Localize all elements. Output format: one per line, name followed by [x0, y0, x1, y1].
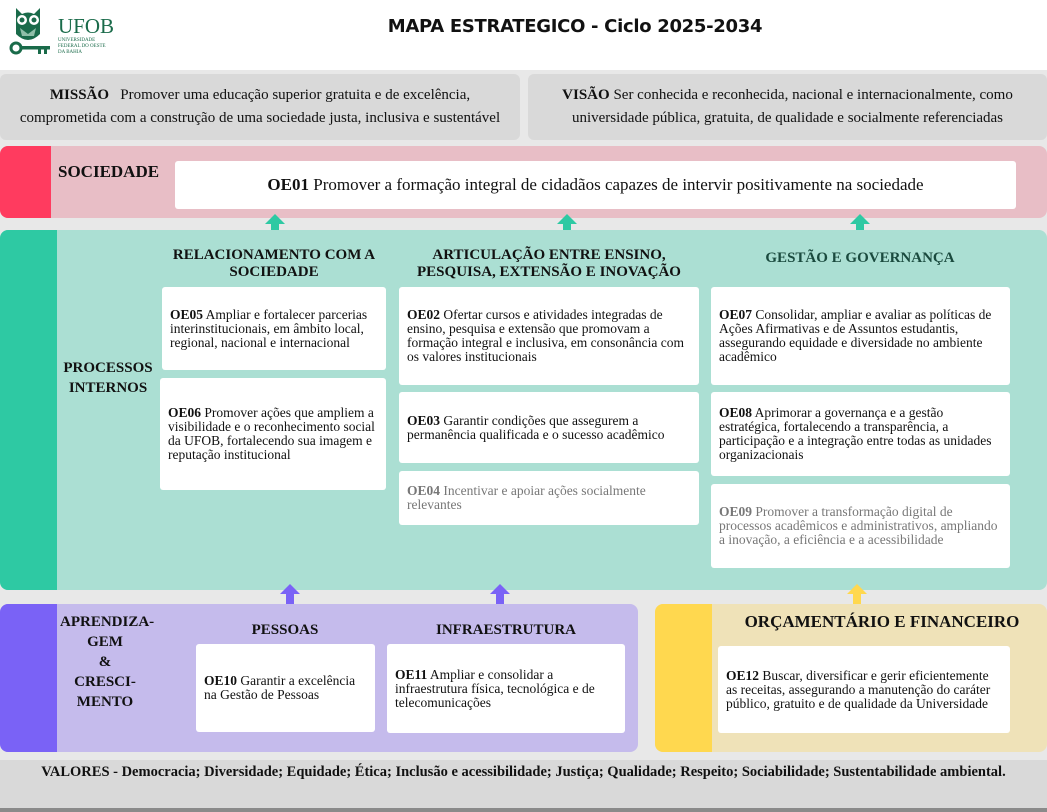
objective-text: Promover ações que ampliem a visibilidade e o reconhecimento social da UFOB, fortalecendo sua imagem e reputação institucional [168, 405, 375, 462]
page-title: MAPA ESTRATEGICO - Ciclo 2025-2034 [387, 16, 763, 37]
mission-content [10, 84, 510, 130]
objective-code: OE03 [407, 412, 441, 428]
sociedade-band [0, 146, 1047, 218]
logo-text: UFOB [58, 14, 115, 38]
mission-text: Promover uma educação superior gratuita e de excelência, comprometida com a construção de uma sociedade justa, inclusiva e sustentável [19, 87, 501, 126]
objective-card-oe01 [175, 161, 1016, 209]
objective-card-oe05 [162, 287, 386, 370]
objective-card-oe09 [711, 484, 1010, 568]
objective-code: OE06 [168, 405, 202, 420]
objective-code: OE12 [726, 667, 760, 683]
processos-strip [0, 230, 57, 590]
objective-code: OE04 [407, 483, 441, 498]
objective-text: Aprimorar a governança e a gestão estratégica, fortalecendo a transparência, a participação e a integração entre todas as unidades organizacionais [719, 405, 992, 462]
objective-text: Promover a formação integral de cidadãos capazes de intervir positivamente na sociedade [313, 175, 924, 194]
objective-code: OE01 [267, 175, 309, 194]
header [0, 0, 1047, 70]
objective-card-oe03 [399, 392, 699, 463]
label-line: MENTO [76, 694, 134, 710]
aprendizagem-label [60, 612, 155, 712]
arrow-up-icon [280, 584, 300, 606]
objective-card-oe10 [196, 644, 375, 732]
objective-text: Garantir a excelência na Gestão de Pessoas [204, 673, 356, 702]
objective-code: OE10 [204, 673, 238, 688]
column-title-infraestrutura: INFRAESTRUTURA [435, 622, 577, 638]
vision-label: VISÃO [562, 87, 610, 103]
label-line: APRENDIZA- [60, 614, 155, 630]
arrow-up-icon [490, 584, 510, 606]
objective-code: OE07 [719, 307, 753, 322]
sociedade-strip [0, 146, 51, 218]
label-line: GEM [87, 634, 123, 650]
objective-card-oe07 [711, 287, 1010, 385]
orcamentario-band [655, 604, 1047, 752]
label-line: & [98, 654, 112, 670]
logo-subtitle: UNIVERSIDADE FEDERAL DO OESTE DA BAHIA [58, 38, 106, 55]
objective-code: OE11 [395, 666, 428, 682]
objective-code: OE09 [719, 504, 753, 519]
processos-internos-band [0, 230, 1047, 590]
vision-panel [528, 74, 1047, 140]
objective-card-oe08 [711, 392, 1010, 476]
objective-card-oe04 [399, 471, 699, 525]
objective-text: Incentivar e apoiar ações socialmente relevantes [407, 483, 646, 512]
objective-card-oe11 [387, 644, 625, 733]
objective-text: Garantir condições que assegurem a permanência qualificada e o sucesso acadêmico [407, 412, 665, 442]
objective-code: OE02 [407, 307, 441, 322]
column-title-pessoas: PESSOAS [251, 622, 319, 638]
sociedade-label: SOCIEDADE [58, 162, 160, 181]
objective-text: Consolidar, ampliar e avaliar as políticas de Ações Afirmativas e de Assuntos estudantis, assegurando equidade e diversidade no ambiente acadêmico [719, 307, 992, 364]
objective-card-oe02 [399, 287, 699, 385]
aprendizagem-band [0, 604, 638, 752]
mission-label: MISSÃO [49, 87, 110, 103]
label-line: CRESCI- [74, 674, 136, 690]
vision-content [538, 84, 1037, 130]
column-title-articulacao: ARTICULAÇÃO ENTRE ENSINO, PESQUISA, EXTENSÃO E INOVAÇÃO [417, 247, 681, 280]
objective-text: Ofertar cursos e atividades integradas de ensino, pesquisa e extensão que promovam a formação integral e inclusiva, em consonância com os valores institucionais [407, 307, 685, 364]
objective-code: OE08 [719, 405, 753, 420]
objective-text: Promover a transformação digital de processos acadêmicos e administrativos, ampliando a inovação, a eficiência e a acessibilidade [719, 504, 998, 547]
values-footer: VALORES - Democracia; Diversidade; Equidade; Ética; Inclusão e acessibilidade; Justiça; Qualidade; Respeito; Sociabilidade; Sustentabilidade ambiental. [0, 760, 1047, 808]
objective-card-oe12 [718, 646, 1010, 733]
arrow-up-icon [847, 584, 867, 606]
objective-text: Ampliar e consolidar a infraestrutura física, tecnológica e de telecomunicações [395, 666, 595, 710]
objective-code: OE05 [170, 306, 204, 322]
objective-text: Buscar, diversificar e gerir eficientemente as receitas, assegurando a manutenção do caráter público, gratuito e de qualidade da Universidade [726, 667, 991, 711]
mission-panel [0, 74, 520, 140]
objective-card-oe06 [160, 378, 386, 490]
aprendizagem-strip [0, 604, 57, 752]
orcamentario-title: ORÇAMENTÁRIO E FINANCEIRO [744, 612, 1020, 631]
vision-text: Ser conhecida e reconhecida, nacional e internacionalmente, como universidade pública, gratuita, de qualidade e socialmente referenciadas [571, 87, 1013, 126]
bottom-divider [0, 808, 1047, 812]
column-title-relacionamento: RELACIONAMENTO COM A SOCIEDADE [172, 247, 376, 280]
column-title-gestao: GESTÃO E GOVERNANÇA [765, 250, 955, 266]
orcamentario-strip [655, 604, 712, 752]
objective-text: Ampliar e fortalecer parcerias interinstitucionais, em âmbito local, regional, nacional e internacional [170, 306, 368, 350]
processos-label: PROCESSOS INTERNOS [63, 360, 153, 396]
